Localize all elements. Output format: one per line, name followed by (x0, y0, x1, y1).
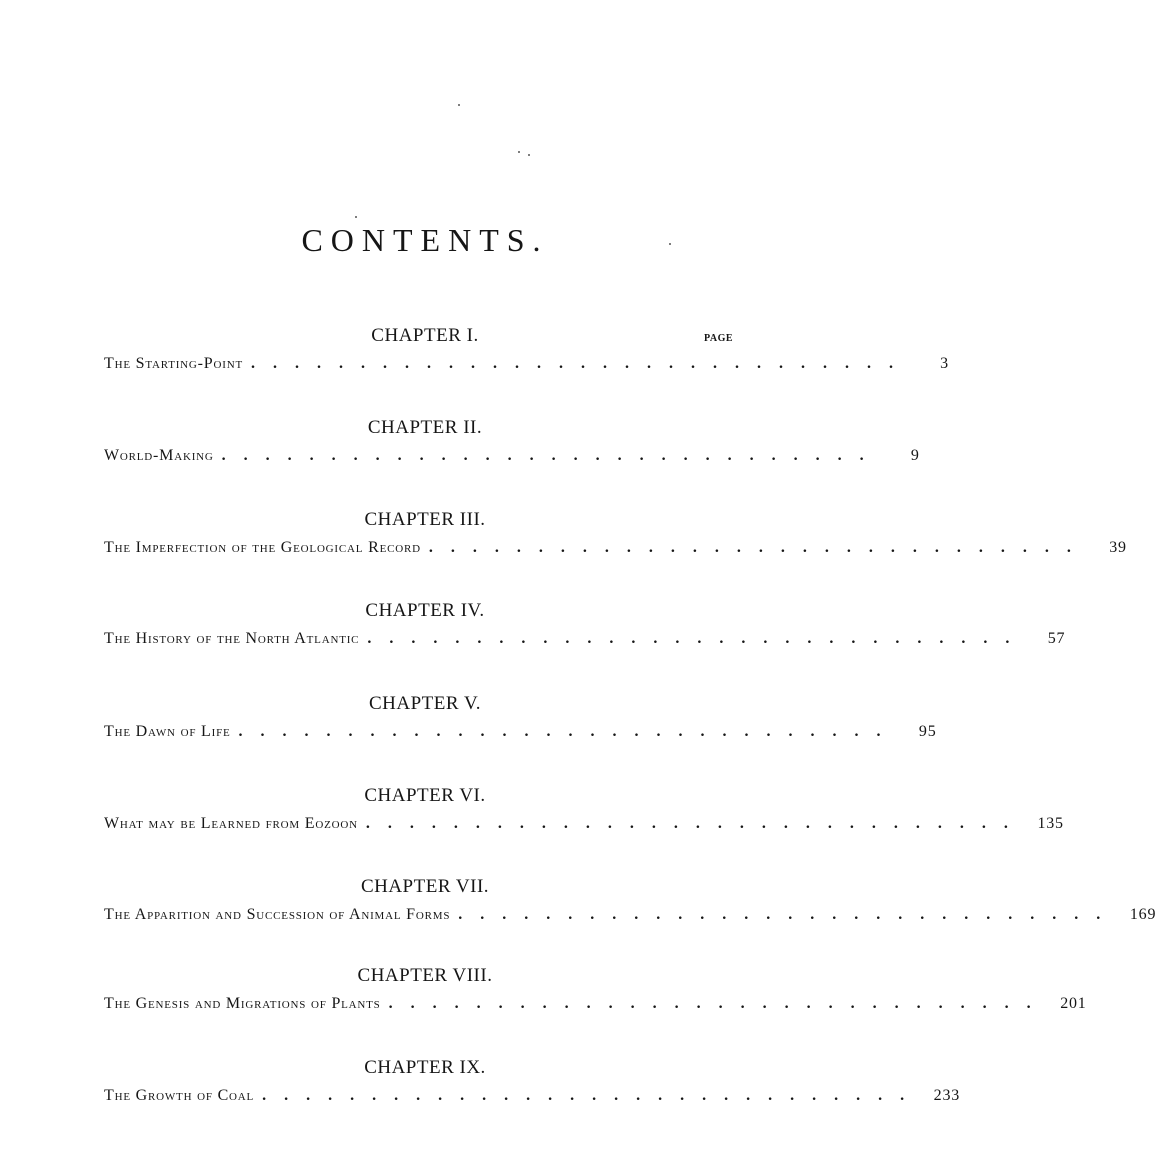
dot-leader: .............................. (221, 447, 882, 464)
page-number: 201 (1060, 995, 1087, 1012)
page-number: 135 (1037, 815, 1064, 832)
toc-row (104, 995, 1087, 1013)
chapter-heading: CHAPTER VII. (360, 876, 490, 897)
toc-entry-7 (0, 876, 1156, 956)
print-speck (458, 104, 460, 106)
page-column-label: PAGE (704, 333, 734, 344)
dot-leader: .............................. (365, 815, 1026, 832)
chapter-title: The Dawn of Life (104, 723, 231, 740)
chapter-heading: CHAPTER I. (371, 325, 479, 346)
page-number: 57 (1047, 630, 1066, 647)
chapter-title: The Genesis and Migrations of Plants (104, 995, 381, 1012)
chapter-heading: CHAPTER IV. (365, 600, 485, 621)
chapter-heading: CHAPTER V. (369, 693, 481, 714)
chapter-heading: CHAPTER VI. (364, 785, 486, 806)
toc-row (104, 906, 1156, 924)
dot-leader: .............................. (262, 1087, 923, 1104)
chapter-title: The Imperfection of the Geological Record (104, 539, 421, 556)
toc-row (104, 539, 1127, 557)
chapter-title: The Growth of Coal (104, 1087, 255, 1104)
chapter-title: What may be Learned from Eozoon (104, 815, 358, 832)
print-speck (528, 154, 530, 156)
toc-row (104, 815, 1064, 833)
page-number: 169 (1129, 906, 1156, 923)
dot-leader: .............................. (238, 723, 899, 740)
chapter-title: The Starting-Point (104, 355, 243, 372)
page-number: 233 (933, 1087, 961, 1104)
toc-entry-1 (0, 325, 949, 405)
toc-entry-8 (0, 965, 1087, 1045)
page-title: CONTENTS. (301, 222, 549, 258)
toc-entry-6 (0, 785, 1064, 865)
chapter-heading: CHAPTER IX. (364, 1057, 486, 1078)
print-speck (355, 216, 357, 218)
print-speck (518, 151, 520, 153)
toc-row (104, 723, 937, 741)
chapter-heading: CHAPTER VIII. (357, 965, 493, 986)
dot-leader: .............................. (388, 995, 1049, 1012)
chapter-heading: CHAPTER III. (364, 509, 486, 530)
page-number: 9 (910, 447, 920, 464)
chapter-title: The Apparition and Succession of Animal Forms (104, 906, 451, 923)
page-number: 39 (1109, 539, 1127, 556)
page-number: 95 (918, 723, 937, 740)
toc-entry-5 (0, 693, 937, 773)
toc-row (104, 1087, 961, 1105)
dot-leader: .............................. (367, 630, 1028, 647)
dot-leader: .............................. (250, 355, 911, 372)
chapter-heading: CHAPTER II. (367, 417, 483, 438)
toc-entry-3 (0, 509, 1127, 589)
chapter-title: The History of the North Atlantic (104, 630, 360, 647)
toc-entry-2 (0, 417, 920, 497)
toc-row (104, 447, 920, 465)
toc-row (104, 630, 1066, 648)
page-number: 3 (940, 355, 949, 372)
dot-leader: .............................. (458, 906, 1119, 923)
toc-entry-4 (0, 600, 1066, 680)
chapter-title: World-Making (104, 447, 214, 464)
toc-row (104, 355, 949, 373)
dot-leader: .............................. (428, 539, 1089, 556)
toc-entry-9 (0, 1057, 961, 1137)
